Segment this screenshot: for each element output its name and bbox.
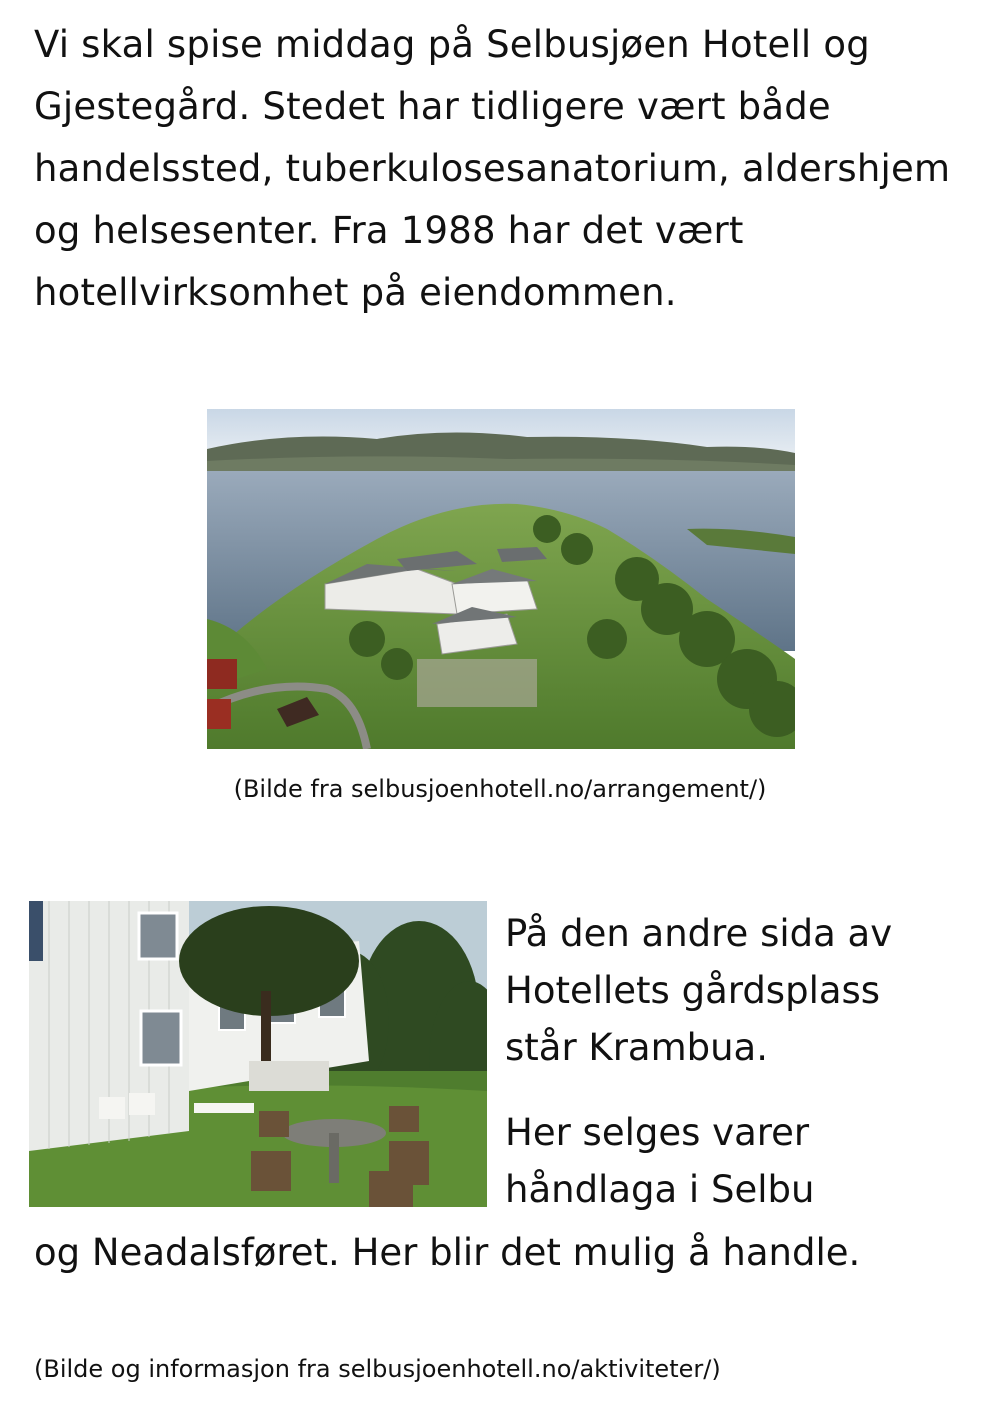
footer-caption: (Bilde og informasjon fra selbusjoenhotell.no/aktiviteter/) [34,1355,721,1383]
intro-line: Gjestegård. Stedet har tidligere vært både [34,85,831,128]
aerial-photo-caption: (Bilde fra selbusjoenhotell.no/arrangement/) [233,775,767,803]
aerial-hotel-photo [207,409,795,749]
krambua-line: håndlaga i Selbu [505,1168,815,1211]
krambua-continuation: og Neadalsføret. Her blir det mulig å handle. [34,1231,861,1274]
krambua-line: På den andre sida av [505,912,893,955]
intro-paragraph [34,14,984,324]
intro-line: hotellvirksomhet på eiendommen. [34,271,677,314]
garden-photo [29,901,487,1207]
krambua-line: Her selges varer [505,1111,810,1154]
krambua-text [505,905,975,1218]
krambua-line: Hotellets gårdsplass [505,969,881,1012]
paragraph-gap [505,1076,975,1104]
intro-line: Vi skal spise middag på Selbusjøen Hotell og [34,23,870,66]
krambua-line: står Krambua. [505,1026,768,1069]
intro-line: handelssted, tuberkulosesanatorium, aldershjem [34,147,951,190]
intro-line: og helsesenter. Fra 1988 har det vært [34,209,744,252]
